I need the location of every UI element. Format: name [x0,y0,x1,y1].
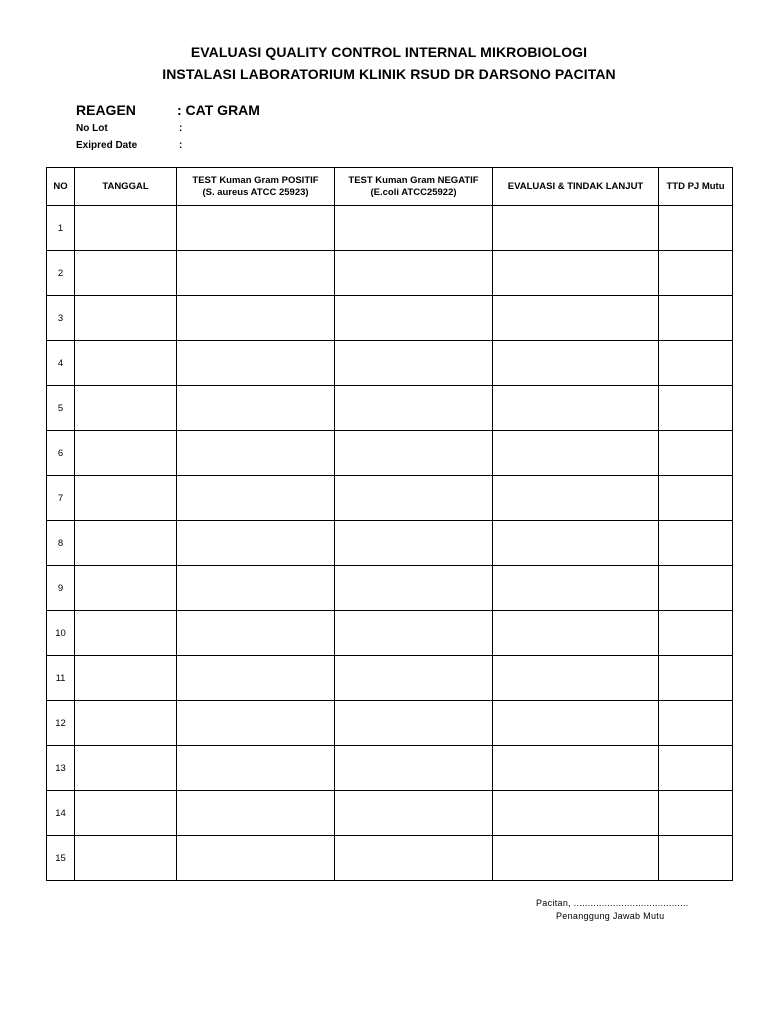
table-row [47,521,733,566]
cell-tanggal [75,566,177,611]
cell-evaluasi [493,431,659,476]
table-row [47,746,733,791]
cell-evaluasi [493,836,659,881]
cell-evaluasi [493,476,659,521]
cell-test-positif [177,341,335,386]
no-lot-label: No Lot [76,123,108,134]
cell-tanggal [75,836,177,881]
cell-test-positif [177,836,335,881]
cell-evaluasi [493,521,659,566]
cell-tanggal [75,611,177,656]
cell-tanggal [75,296,177,341]
header-no: NO [47,168,75,206]
cell-ttd [659,386,733,431]
cell-evaluasi [493,791,659,836]
cell-tanggal [75,476,177,521]
cell-tanggal [75,341,177,386]
row-number: 13 [47,746,75,791]
cell-test-positif [177,611,335,656]
cell-evaluasi [493,296,659,341]
table-row [47,296,733,341]
cell-test-negatif [335,836,493,881]
row-number: 10 [47,611,75,656]
cell-ttd [659,611,733,656]
cell-ttd [659,476,733,521]
row-number: 2 [47,251,75,296]
cell-test-negatif [335,746,493,791]
footer-place-date: Pacitan, ......................................... [536,898,689,908]
cell-test-negatif [335,341,493,386]
cell-evaluasi [493,206,659,251]
cell-test-negatif [335,296,493,341]
cell-ttd [659,431,733,476]
cell-tanggal [75,746,177,791]
cell-ttd [659,521,733,566]
reagen-label: REAGEN [76,102,136,118]
cell-tanggal [75,386,177,431]
cell-test-negatif [335,431,493,476]
table-row [47,791,733,836]
table-row [47,386,733,431]
header-evaluasi: EVALUASI & TINDAK LANJUT [493,168,659,206]
table-row [47,341,733,386]
cell-tanggal [75,791,177,836]
table-row [47,251,733,296]
table-row [47,476,733,521]
table-row [47,701,733,746]
cell-test-positif [177,386,335,431]
header-test-negatif [335,168,493,206]
header-test-positif-line1: TEST Kuman Gram POSITIF [192,174,319,186]
cell-evaluasi [493,251,659,296]
cell-test-negatif [335,251,493,296]
row-number: 3 [47,296,75,341]
header-test-negatif-line2: (E.coli ATCC25922) [370,186,457,198]
header-test-negatif-line1: TEST Kuman Gram NEGATIF [348,174,479,186]
cell-tanggal [75,251,177,296]
cell-evaluasi [493,566,659,611]
row-number: 11 [47,656,75,701]
cell-evaluasi [493,341,659,386]
cell-test-positif [177,251,335,296]
table-header-row [47,168,733,206]
cell-test-positif [177,431,335,476]
cell-test-positif [177,206,335,251]
cell-test-positif [177,746,335,791]
cell-ttd [659,566,733,611]
cell-test-positif [177,476,335,521]
cell-test-negatif [335,386,493,431]
no-lot-value: : [179,123,183,134]
row-number: 15 [47,836,75,881]
row-number: 5 [47,386,75,431]
header-test-positif-line2: (S. aureus ATCC 25923) [202,186,309,198]
cell-test-negatif [335,206,493,251]
cell-ttd [659,206,733,251]
cell-test-negatif [335,521,493,566]
cell-test-negatif [335,611,493,656]
cell-tanggal [75,656,177,701]
cell-evaluasi [493,656,659,701]
cell-evaluasi [493,386,659,431]
footer-signer: Penanggung Jawab Mutu [556,911,665,921]
cell-ttd [659,746,733,791]
table-row [47,611,733,656]
cell-ttd [659,656,733,701]
cell-ttd [659,296,733,341]
document-subtitle: INSTALASI LABORATORIUM KLINIK RSUD DR DARSONO PACITAN [162,66,616,82]
row-number: 14 [47,791,75,836]
row-number: 7 [47,476,75,521]
cell-test-positif [177,656,335,701]
header-test-positif [177,168,335,206]
row-number: 12 [47,701,75,746]
cell-test-positif [177,701,335,746]
cell-test-positif [177,296,335,341]
row-number: 9 [47,566,75,611]
cell-tanggal [75,521,177,566]
cell-ttd [659,836,733,881]
cell-test-negatif [335,656,493,701]
cell-ttd [659,791,733,836]
cell-ttd [659,701,733,746]
row-number: 1 [47,206,75,251]
cell-tanggal [75,701,177,746]
row-number: 4 [47,341,75,386]
header-tanggal: TANGGAL [75,168,177,206]
table-row [47,431,733,476]
cell-evaluasi [493,746,659,791]
reagen-value: : CAT GRAM [177,102,260,118]
expired-date-value: : [179,140,183,151]
cell-ttd [659,341,733,386]
cell-evaluasi [493,701,659,746]
cell-test-positif [177,791,335,836]
expired-date-label: Exipred Date [76,140,138,151]
table-row [47,836,733,881]
qc-evaluation-table [46,167,733,881]
cell-test-negatif [335,791,493,836]
cell-test-positif [177,521,335,566]
table-row [47,206,733,251]
table-row [47,566,733,611]
cell-ttd [659,251,733,296]
cell-tanggal [75,431,177,476]
cell-test-negatif [335,701,493,746]
cell-test-negatif [335,476,493,521]
document-title: EVALUASI QUALITY CONTROL INTERNAL MIKROBIOLOGI [190,44,588,60]
cell-test-positif [177,566,335,611]
header-ttd: TTD PJ Mutu [659,168,733,206]
cell-test-negatif [335,566,493,611]
table-row [47,656,733,701]
cell-evaluasi [493,611,659,656]
row-number: 6 [47,431,75,476]
row-number: 8 [47,521,75,566]
cell-tanggal [75,206,177,251]
